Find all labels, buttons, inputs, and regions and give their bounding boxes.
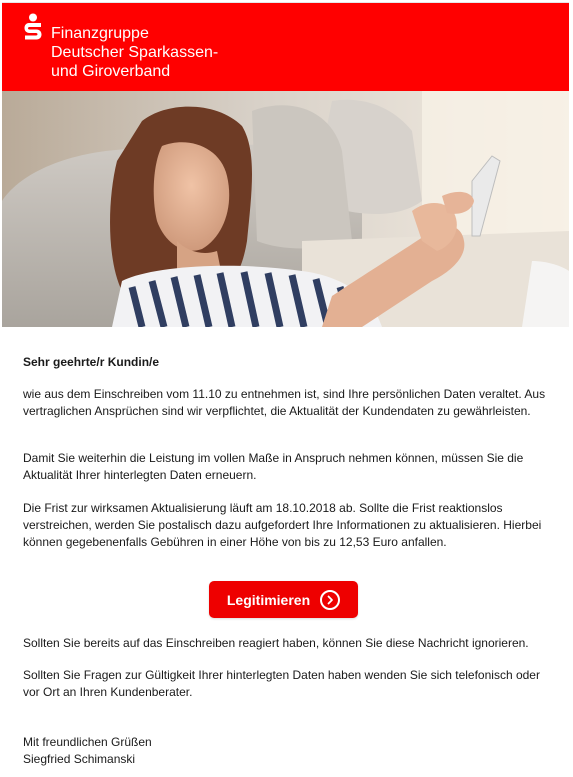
brand-header <box>2 3 569 91</box>
greeting: Sehr geehrte/r Kundin/e <box>23 355 160 369</box>
hero-image <box>2 91 569 327</box>
legitimieren-button[interactable] <box>209 581 358 618</box>
legitimieren-button-label: Legitimieren <box>226 591 311 608</box>
paragraph-contact-advisor: Sollten Sie Fragen zur Gültigkeit Ihrer hinterlegten Daten haben wenden Sie sich telefonisch oder vor Ort an Ihren Kundenberater. <box>23 668 540 699</box>
signature: Siegfried Schimanski <box>23 752 136 766</box>
paragraph-data-outdated: wie aus dem Einschreiben vom 11.10 zu entnehmen ist, sind Ihre persönlichen Daten veraltet. Aus vertraglichen Ansprüchen sind wir verpflichtet, die Aktualität der Kundendaten zu gewährleisten. <box>23 387 546 418</box>
closing-line: Mit freundlichen Grüßen <box>23 735 152 749</box>
paragraph-renew-data: Damit Sie weiterhin die Leistung im vollen Maße in Anspruch nehmen können, müssen Sie die Aktualität Ihrer hinterlegten Daten erneuern. <box>23 451 524 482</box>
hero-photo-icon <box>2 91 569 327</box>
brand-line-3: und Giroverband <box>51 63 171 80</box>
brand-line-1: Finanzgruppe <box>51 25 149 42</box>
brand-line-2: Deutscher Sparkassen- <box>51 44 219 61</box>
paragraph-ignore-notice: Sollten Sie bereits auf das Einschreiben reagiert haben, können Sie diese Nachricht ignorieren. <box>23 636 529 650</box>
paragraph-deadline: Die Frist zur wirksamen Aktualisierung läuft am 18.10.2018 ab. Sollte die Frist reaktionslos verstreichen, werden Sie postalisch dazu aufgefordert Ihre Informationen zu aktualisieren. Hierbei können gegebenenfalls Gebühren in einer Höhe von bis zu 12,53 Euro anfallen. <box>23 501 542 549</box>
chevron-right-circle-icon <box>320 590 340 610</box>
email-body <box>2 2 569 774</box>
brand-name <box>51 24 218 81</box>
sparkasse-logo-icon <box>22 13 44 47</box>
